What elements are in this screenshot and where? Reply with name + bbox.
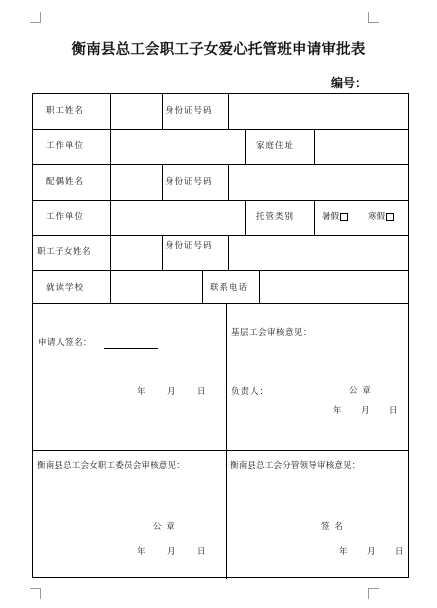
- label-id-number: 身份证号码: [165, 106, 213, 116]
- row-divider: [33, 303, 408, 304]
- cell-divider: [110, 200, 111, 235]
- cell-divider: [110, 94, 111, 129]
- label-employee-name: 职工姓名: [46, 106, 85, 116]
- month-label: 月: [361, 406, 370, 416]
- label-id-number: 身份证号码: [165, 241, 213, 251]
- option-summer-label: 暑假: [322, 212, 340, 222]
- label-work-unit: 工作单位: [46, 141, 85, 151]
- month-label: 月: [167, 387, 176, 397]
- checkbox-winter[interactable]: [386, 213, 394, 221]
- option-winter-label: 寒假: [368, 212, 386, 222]
- label-work-unit: 工作单位: [46, 212, 85, 222]
- label-school: 就读学校: [46, 283, 85, 293]
- cell-divider: [314, 129, 315, 164]
- crop-mark-bottom-left: [30, 588, 41, 599]
- option-summer[interactable]: [322, 211, 348, 223]
- seal-label: 公 章: [349, 386, 372, 396]
- label-spouse-name: 配偶姓名: [46, 177, 85, 187]
- day-label: 日: [395, 547, 404, 557]
- cell-divider: [202, 270, 203, 303]
- seal-label: 公 章: [153, 522, 176, 532]
- cell-divider: [162, 164, 163, 200]
- option-winter[interactable]: [368, 211, 394, 223]
- cell-divider: [162, 94, 163, 129]
- day-label: 日: [389, 406, 398, 416]
- label-contact-phone: 联系电话: [210, 283, 249, 293]
- cell-divider: [110, 270, 111, 303]
- signature-label: 签 名: [321, 522, 344, 532]
- checkbox-summer[interactable]: [340, 213, 348, 221]
- day-label: 日: [197, 387, 206, 397]
- cell-divider: [259, 270, 260, 303]
- year-label: 年: [339, 547, 348, 557]
- signature-line[interactable]: [104, 348, 158, 349]
- crop-mark-top-right: [368, 12, 379, 23]
- label-home-address: 家庭住址: [256, 141, 295, 151]
- cell-divider: [110, 129, 111, 164]
- application-form-table: [32, 93, 409, 578]
- label-person-in-charge: 负责人：: [231, 387, 270, 397]
- label-id-number: 身份证号码: [165, 177, 213, 187]
- section-divider: [226, 303, 227, 579]
- cell-divider: [228, 235, 229, 270]
- month-label: 月: [167, 547, 176, 557]
- year-label: 年: [333, 406, 342, 416]
- cell-divider: [245, 200, 246, 235]
- row-divider: [33, 164, 408, 165]
- label-women-committee-opinion: 衡南县总工会女职工委员会审核意见：: [37, 461, 185, 471]
- row-divider: [33, 270, 408, 271]
- crop-mark-top-left: [30, 12, 41, 23]
- label-grassroots-opinion: 基层工会审核意见：: [231, 328, 313, 338]
- form-title: 衡南县总工会职工子女爱心托管班申请审批表: [71, 42, 366, 58]
- year-label: 年: [137, 547, 146, 557]
- day-label: 日: [197, 547, 206, 557]
- cell-divider: [245, 129, 246, 164]
- year-label: 年: [137, 387, 146, 397]
- cell-divider: [314, 200, 315, 235]
- cell-divider: [228, 94, 229, 129]
- cell-divider: [110, 235, 111, 270]
- cell-divider: [228, 164, 229, 200]
- cell-divider: [162, 235, 163, 270]
- row-divider: [33, 129, 408, 130]
- serial-number-label: 编号：: [331, 76, 368, 90]
- label-care-type: 托管类别: [256, 212, 295, 222]
- label-applicant-signature: 申请人签名：: [38, 338, 93, 348]
- cell-divider: [110, 164, 111, 200]
- row-divider: [33, 200, 408, 201]
- month-label: 月: [367, 547, 376, 557]
- row-divider: [33, 235, 408, 236]
- label-child-name: 职工子女姓名: [37, 247, 92, 257]
- crop-mark-bottom-right: [368, 588, 379, 599]
- label-leader-opinion: 衡南县总工会分管领导审核意见：: [230, 461, 361, 471]
- row-divider: [33, 450, 408, 451]
